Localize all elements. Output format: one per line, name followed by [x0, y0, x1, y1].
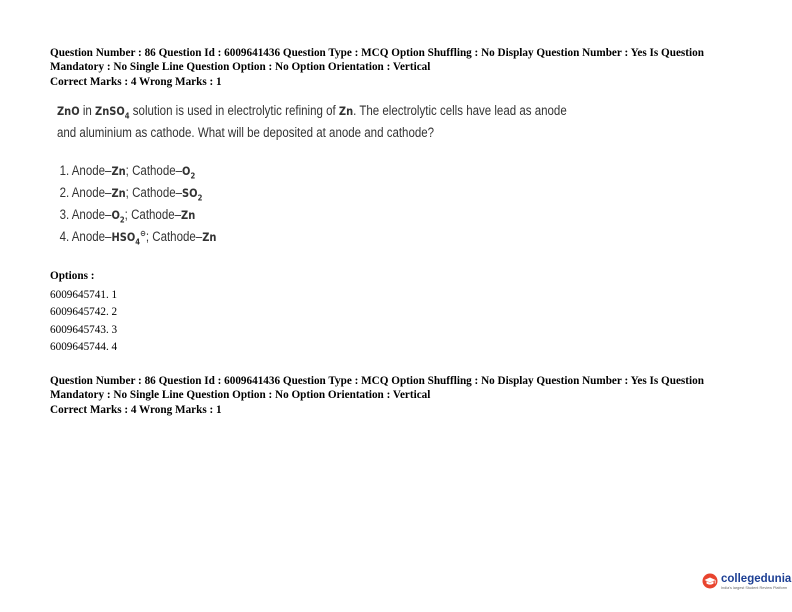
option-cathode: Zn	[181, 208, 196, 222]
question-line-2: and aluminium as cathode. What will be deposited at anode and cathode?	[57, 125, 435, 140]
option-cathode-label: Cathode–	[132, 185, 183, 200]
option-anode-base: O	[111, 208, 120, 222]
option-separator: ;	[125, 185, 129, 200]
option-separator: ;	[124, 207, 128, 222]
option-cathode-label: Cathode–	[132, 163, 183, 178]
option-prefix: 3. Anode–	[59, 207, 112, 222]
question-option-2	[57, 182, 504, 204]
option-anode-base: HSO	[111, 230, 136, 244]
options-id-list	[50, 268, 117, 357]
options-heading: Options :	[50, 270, 95, 282]
option-prefix: 4. Anode–	[59, 229, 112, 244]
option-cathode-base: O	[182, 164, 191, 178]
option-anode-sub: 2	[119, 215, 125, 225]
text-end: . The electrolytic cells have lead as anode	[353, 103, 567, 118]
option-cathode	[182, 164, 196, 181]
option-prefix: 1. Anode–	[59, 163, 112, 178]
option-anode: Zn	[111, 164, 126, 178]
logo-tagline: India's largest Student Review Platform	[721, 586, 788, 590]
next-question-meta-block	[50, 375, 730, 418]
collegedunia-logo	[702, 573, 792, 601]
formula-zno: ZnO	[57, 104, 80, 118]
option-anode-charge: ⊖	[140, 229, 146, 239]
option-id-item: 6009645741. 1	[50, 288, 118, 301]
option-anode	[111, 229, 146, 247]
option-separator: ;	[145, 229, 150, 244]
option-anode: Zn	[111, 186, 126, 200]
question-options-list	[57, 160, 577, 248]
option-separator: ;	[125, 163, 129, 178]
formula-zn: Zn	[338, 104, 354, 118]
question-line-1	[57, 100, 567, 122]
logo-text	[721, 573, 791, 591]
option-cathode: Zn	[202, 230, 217, 244]
option-anode	[111, 208, 125, 225]
formula-znso4	[95, 104, 130, 121]
option-id-item: 6009645743. 3	[50, 323, 118, 336]
option-cathode-base: SO	[182, 186, 198, 200]
option-prefix: 2. Anode–	[59, 185, 112, 200]
option-cathode-sub: 2	[190, 171, 196, 181]
text-mid: solution is used in electrolytic refining of	[132, 103, 336, 118]
marks-text: Correct Marks : 4 Wrong Marks : 1	[50, 76, 222, 89]
formula-znso-base: ZnSO	[95, 104, 125, 118]
question-option-3	[57, 204, 504, 226]
question-option-1	[57, 160, 504, 182]
question-option-4	[57, 226, 504, 248]
option-cathode-label: Cathode–	[152, 229, 203, 244]
question-meta-text: Question Number : 86 Question Id : 6009641436 Question Type : MCQ Option Shuffling : No Display Question Number : Yes Is Question Mandatory : No Single Line Question Option : No Option Orientation : Vertical	[50, 47, 704, 73]
graduation-cap-icon	[702, 573, 718, 589]
option-cathode	[182, 186, 203, 203]
formula-znso-sub: 4	[124, 111, 130, 121]
question-meta-block	[50, 47, 730, 90]
text-in: in	[82, 103, 92, 118]
question-image	[57, 100, 577, 248]
option-id-item: 6009645744. 4	[50, 341, 118, 354]
option-cathode-label: Cathode–	[131, 207, 182, 222]
marks-text: Correct Marks : 4 Wrong Marks : 1	[50, 404, 222, 417]
option-id-item: 6009645742. 2	[50, 306, 118, 319]
logo-name: collegedunia	[721, 573, 792, 585]
question-meta-text: Question Number : 86 Question Id : 6009641436 Question Type : MCQ Option Shuffling : No Display Question Number : Yes Is Question Mandatory : No Single Line Question Option : No Option Orientation : Vertical	[50, 375, 704, 401]
option-anode-sub: 4	[135, 237, 141, 247]
option-cathode-sub: 2	[197, 193, 203, 203]
